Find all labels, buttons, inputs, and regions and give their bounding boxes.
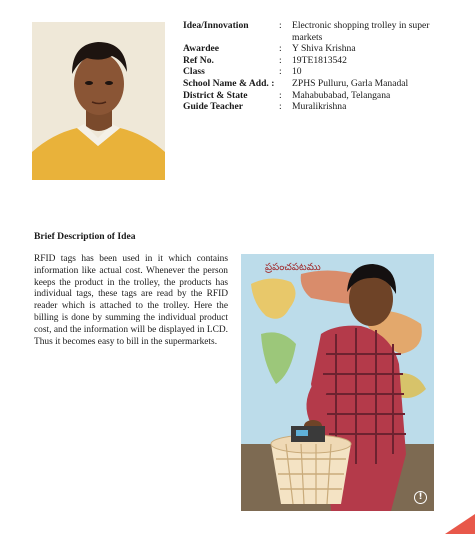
info-icon[interactable]: ! [414, 491, 427, 504]
detail-separator: : [279, 89, 282, 101]
detail-separator: : [279, 43, 282, 55]
detail-label: Awardee [183, 43, 220, 55]
detail-label: Class [183, 66, 205, 78]
detail-row-awardee [183, 43, 453, 55]
detail-row-district [183, 90, 453, 102]
detail-value: Y Shiva Krishna [292, 43, 356, 55]
detail-separator: : [279, 20, 282, 31]
detail-separator: : [279, 54, 282, 66]
detail-value: 19TE1813542 [292, 54, 347, 66]
detail-label: District & State [183, 89, 248, 101]
detail-label: Guide Teacher [183, 101, 243, 113]
detail-value: Muralikrishna [292, 101, 347, 113]
map-title: ప్రపంచపటము [265, 262, 321, 273]
detail-separator: : [279, 101, 282, 113]
detail-label: Idea/Innovation [183, 20, 249, 31]
brief-heading: Brief Description of Idea [34, 231, 136, 242]
detail-value: Electronic shopping trolley in super markets [292, 20, 430, 43]
detail-label: Ref No. [183, 54, 214, 66]
detail-row-idea [183, 20, 453, 43]
detail-label: School Name & Add. : [183, 77, 275, 89]
detail-value: Mahabubabad, Telangana [292, 89, 391, 101]
project-photo [241, 254, 434, 511]
awardee-portrait [32, 22, 165, 180]
detail-row-class [183, 66, 453, 78]
detail-value: 10 [292, 66, 302, 78]
detail-row-ref-no [183, 55, 453, 67]
brief-text: RFID tags has been used in it which contains information like actual cost. Whenever the person keeps the product in the trolley, the products has individual tags, these tags are read by the RFID reader which is attached to the trolley. Here the billing is done by summing the individual product cost, and the information will be displayed in LCD. Thus it becomes easy to bill in the supermarkets. [34, 254, 228, 347]
corner-accent [445, 514, 475, 534]
detail-row-school [183, 78, 453, 90]
detail-value: ZPHS Pulluru, Garla Manadal [292, 77, 409, 89]
awardee-details [183, 20, 453, 113]
detail-separator: : [279, 66, 282, 78]
detail-row-guide [183, 101, 453, 113]
